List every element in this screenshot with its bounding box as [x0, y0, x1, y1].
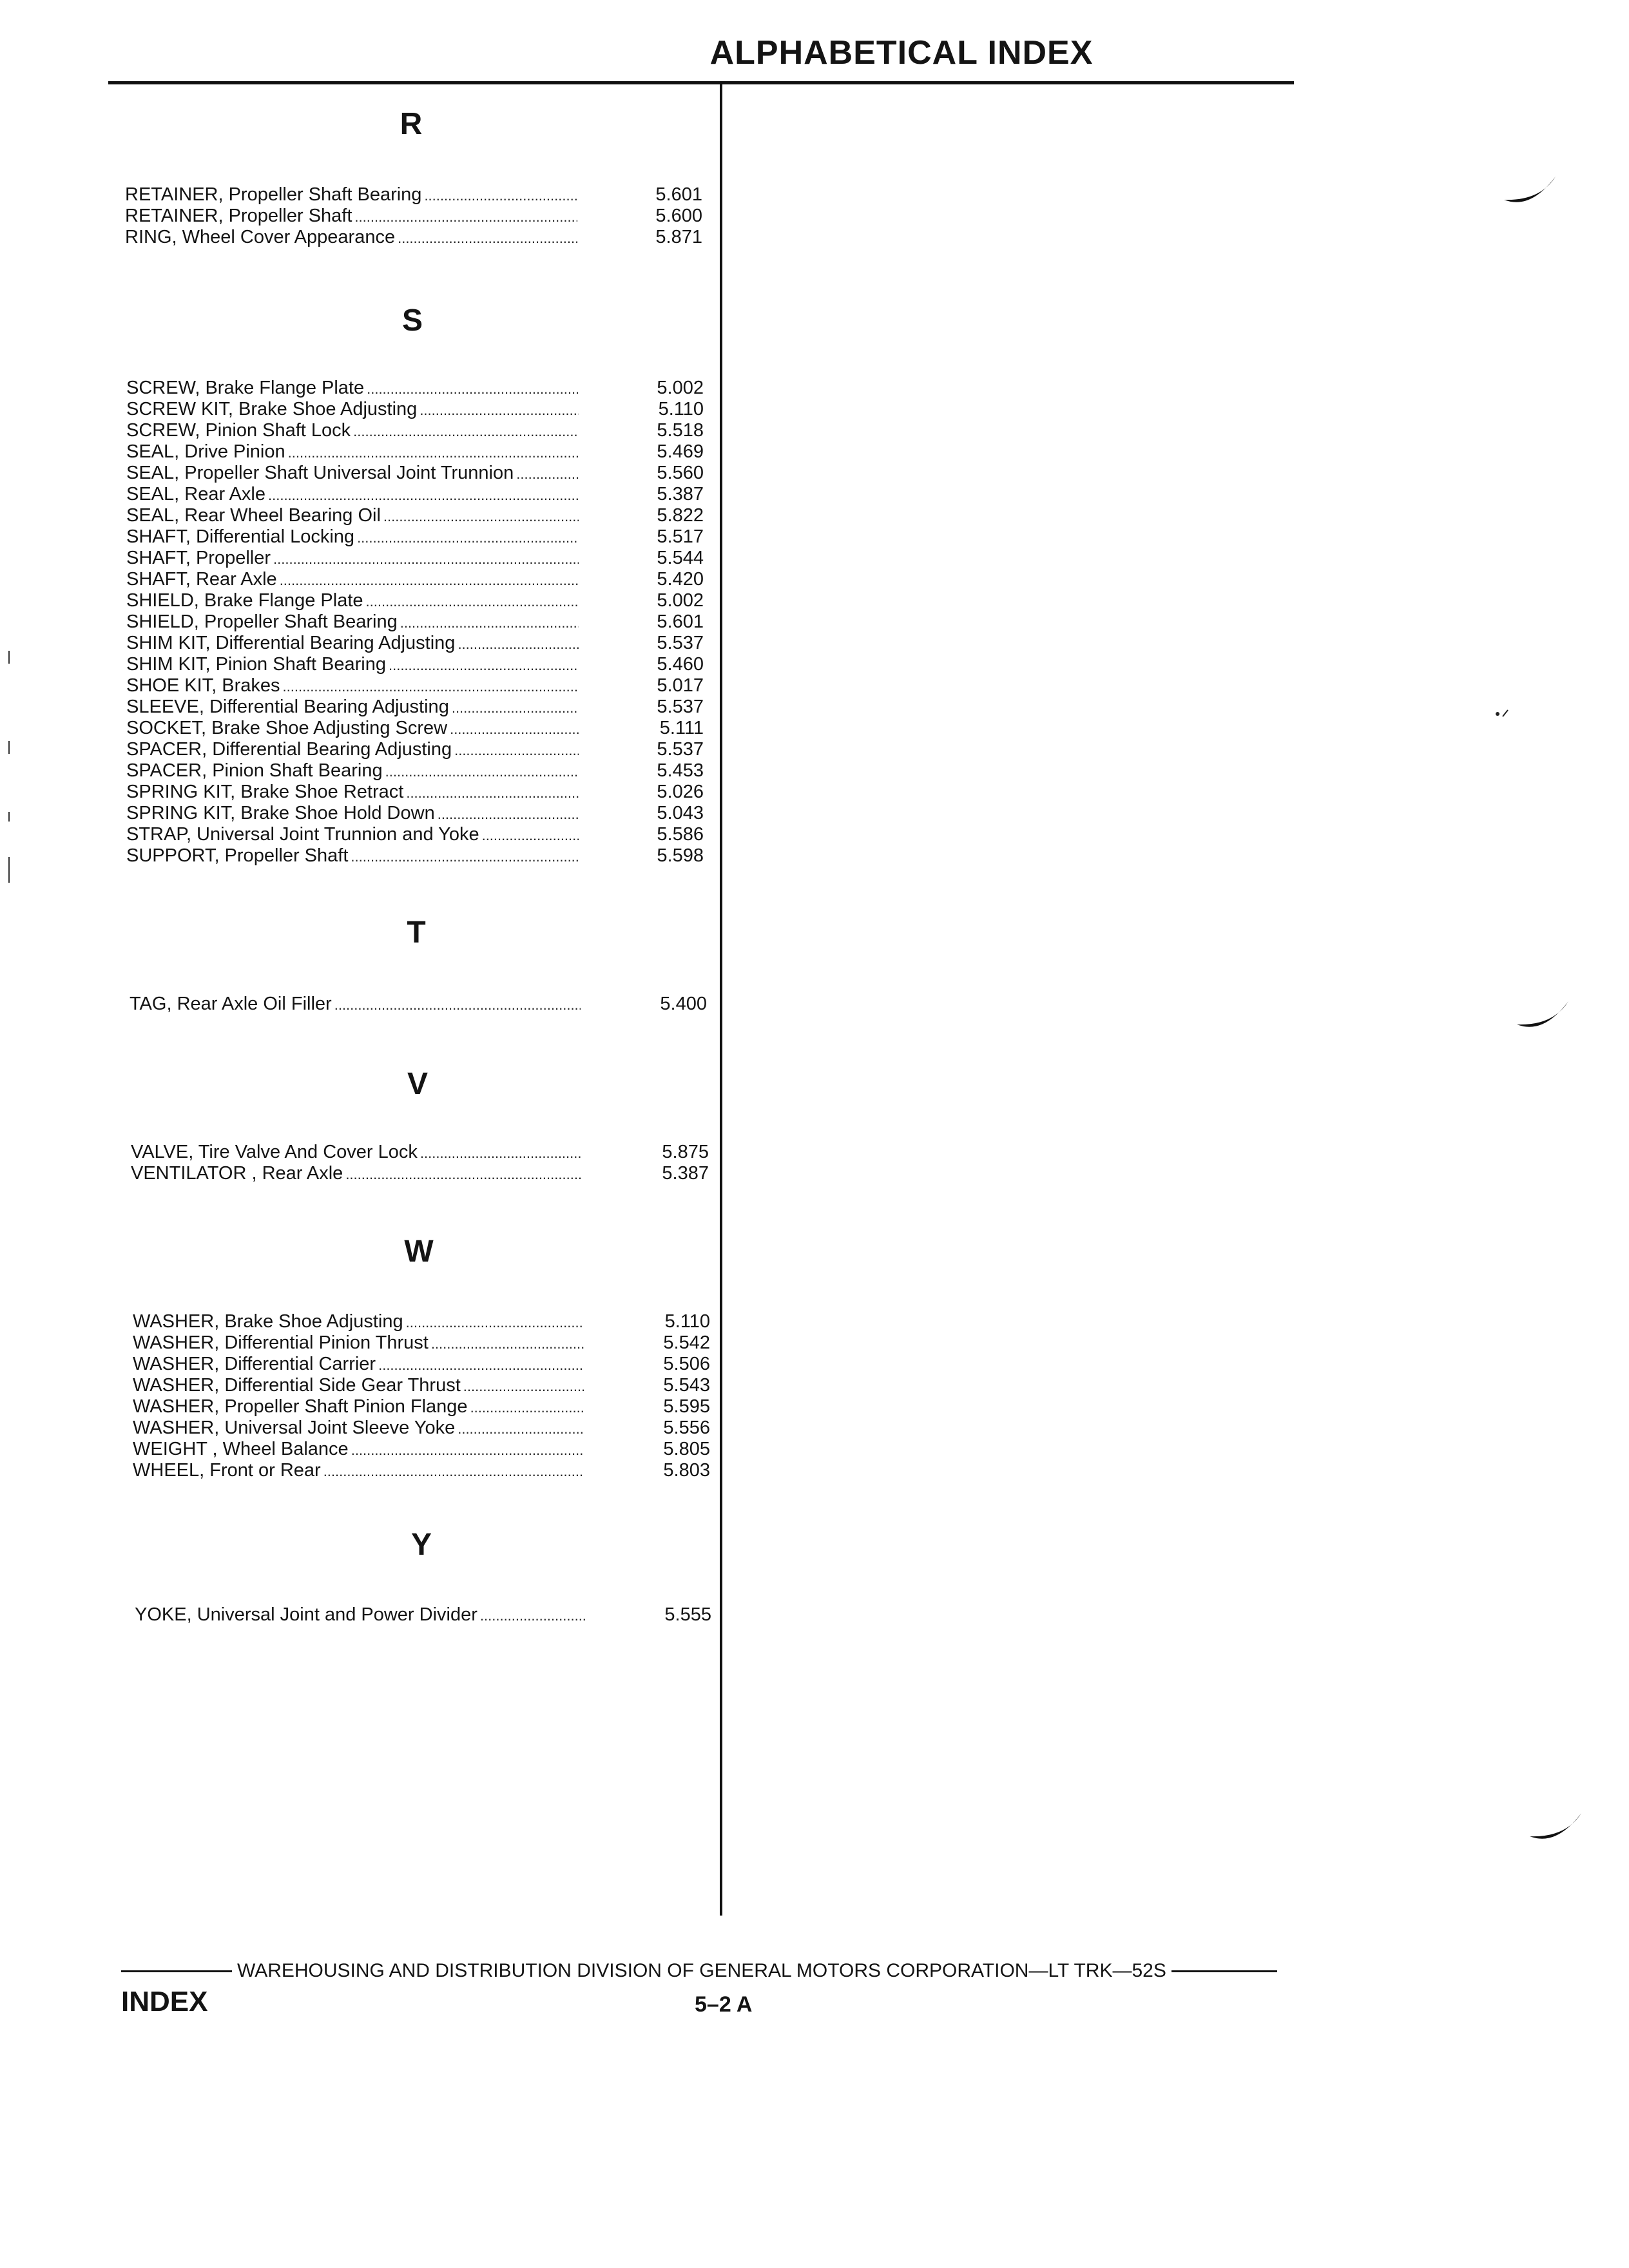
index-entry: [126, 378, 581, 399]
index-entry-name: WASHER, Universal Joint Sleeve Yoke: [133, 1418, 456, 1438]
index-entry-page: 5.506: [663, 1354, 710, 1374]
index-entry-name: RETAINER, Propeller Shaft Bearing: [125, 184, 422, 205]
dot-leader: [419, 399, 579, 421]
index-entry: [126, 697, 581, 718]
dot-leader: [283, 676, 579, 697]
binder-hole-mark: [1527, 1804, 1585, 1849]
index-entry-name: WEIGHT , Wheel Balance: [133, 1439, 349, 1459]
index-entry: [125, 227, 580, 248]
index-entry-page: 5.822: [657, 505, 704, 526]
dot-leader: [334, 994, 581, 1015]
index-entry-page: 5.387: [657, 484, 704, 505]
index-entry-name: SHIM KIT, Differential Bearing Adjusting: [126, 633, 456, 653]
index-entry-name: SEAL, Rear Wheel Bearing Oil: [126, 505, 381, 526]
index-entry-name: SHAFT, Differential Locking: [126, 526, 355, 547]
index-entry: [126, 760, 581, 782]
index-entry-page: 5.600: [655, 206, 702, 226]
index-entry-name: WASHER, Brake Shoe Adjusting: [133, 1311, 403, 1332]
index-entry: [126, 484, 581, 505]
footer-rule-left: [121, 1970, 232, 1972]
dot-leader: [398, 227, 577, 249]
dot-leader: [351, 1439, 584, 1461]
index-entry-page: 5.111: [659, 718, 704, 738]
dot-leader: [482, 825, 579, 846]
index-entry-name: SCREW, Pinion Shaft Lock: [126, 420, 351, 441]
index-entry: [125, 184, 580, 206]
section-letter-s: S: [401, 303, 423, 338]
index-entry-name: SHIELD, Brake Flange Plate: [126, 590, 363, 611]
index-entry-name: SHAFT, Rear Axle: [126, 569, 277, 590]
index-entry-page: 5.586: [657, 824, 704, 845]
index-entry: [126, 526, 581, 548]
index-entry-name: YOKE, Universal Joint and Power Divider: [135, 1604, 477, 1625]
dot-leader: [452, 697, 579, 718]
index-entry-page: 5.043: [657, 803, 704, 823]
index-entry-page: 5.601: [657, 611, 704, 632]
index-entry-page: 5.387: [662, 1163, 709, 1184]
section-letter-y: Y: [410, 1528, 432, 1562]
dot-leader: [323, 1461, 584, 1482]
dot-leader: [480, 1605, 585, 1626]
index-entry-page: 5.803: [663, 1460, 710, 1481]
page-title: ALPHABETICAL INDEX: [709, 34, 1094, 72]
index-entry-name: SEAL, Drive Pinion: [126, 441, 285, 462]
index-entry-name: SCREW KIT, Brake Shoe Adjusting: [126, 399, 418, 419]
dot-leader: [280, 570, 579, 591]
binder-hole-mark: [1514, 992, 1572, 1037]
index-entry: [133, 1375, 586, 1396]
section-letter-t: T: [407, 916, 426, 950]
dot-leader: [357, 527, 579, 548]
index-entry: [126, 505, 581, 526]
index-entry: [126, 803, 581, 824]
index-entry-page: 5.517: [657, 526, 704, 547]
dot-leader: [400, 612, 579, 633]
index-entry-name: WASHER, Differential Pinion Thrust: [133, 1332, 429, 1353]
index-entry-name: WASHER, Differential Carrier: [133, 1354, 376, 1374]
index-entry: [133, 1460, 586, 1481]
index-entry-page: 5.537: [657, 633, 704, 653]
index-entry-name: STRAP, Universal Joint Trunnion and Yoke: [126, 824, 479, 845]
index-entry: [133, 1418, 586, 1439]
index-entry: [126, 441, 581, 463]
index-entry-page: 5.110: [658, 399, 704, 419]
index-entry: [126, 782, 581, 803]
dot-leader: [454, 740, 579, 761]
dot-leader: [438, 803, 579, 825]
column-divider: [720, 84, 722, 1916]
index-entry: [126, 845, 581, 867]
index-entry-page: 5.017: [657, 675, 704, 696]
dot-leader: [351, 846, 579, 867]
dot-leader: [288, 442, 579, 463]
index-entry-page: 5.560: [657, 463, 704, 483]
index-entry-page: 5.026: [657, 782, 704, 802]
index-entry-name: SPRING KIT, Brake Shoe Retract: [126, 782, 404, 802]
index-entry: [133, 1311, 586, 1332]
index-entry-name: SPACER, Differential Bearing Adjusting: [126, 739, 452, 760]
index-entry: [126, 633, 581, 654]
dot-leader: [424, 185, 577, 206]
dot-leader: [385, 761, 579, 782]
index-entry-page: 5.518: [657, 420, 704, 441]
index-entry-page: 5.537: [657, 739, 704, 760]
dot-leader: [383, 506, 579, 527]
section-letter-w: W: [404, 1235, 434, 1269]
left-edge-marks: [5, 651, 13, 883]
index-entry-page: 5.805: [663, 1439, 710, 1459]
index-entry-name: SLEEVE, Differential Bearing Adjusting: [126, 697, 449, 717]
dot-leader: [367, 378, 579, 399]
index-entry-name: SHIM KIT, Pinion Shaft Bearing: [126, 654, 386, 675]
index-entry-page: 5.469: [657, 441, 704, 462]
dot-leader: [420, 1142, 582, 1164]
index-entry-name: SEAL, Propeller Shaft Universal Joint Trunnion: [126, 463, 514, 483]
section-letter-v: V: [407, 1067, 428, 1101]
index-entry: [125, 206, 580, 227]
dot-leader: [345, 1164, 582, 1185]
index-entry-page: 5.875: [662, 1142, 709, 1162]
dot-leader: [470, 1397, 584, 1418]
index-entry-page: 5.002: [657, 590, 704, 611]
index-entry: [135, 1604, 588, 1626]
index-entry: [133, 1332, 586, 1354]
index-entry-page: 5.420: [657, 569, 704, 590]
index-entry-page: 5.555: [664, 1604, 711, 1625]
index-entry: [133, 1354, 586, 1375]
footer-publisher-line: [121, 1960, 1320, 1982]
index-entry-name: WHEEL, Front or Rear: [133, 1460, 321, 1481]
dot-leader: [268, 485, 579, 506]
index-entry-name: RETAINER, Propeller Shaft: [125, 206, 352, 226]
index-entry-page: 5.542: [663, 1332, 710, 1353]
index-entry-page: 5.453: [657, 760, 704, 781]
index-entry-page: 5.544: [657, 548, 704, 568]
binder-hole-mark: [1501, 168, 1559, 213]
dot-leader: [516, 463, 579, 485]
index-entry-name: SHIELD, Propeller Shaft Bearing: [126, 611, 398, 632]
index-entry-page: 5.460: [657, 654, 704, 675]
index-entry: [126, 590, 581, 611]
dot-leader: [353, 421, 579, 442]
index-entry-page: 5.595: [663, 1396, 710, 1417]
speck-mark: [1494, 707, 1513, 720]
dot-leader: [458, 633, 579, 655]
index-entry-name: SHAFT, Propeller: [126, 548, 271, 568]
index-entry: [126, 824, 581, 845]
index-entry-name: SEAL, Rear Axle: [126, 484, 265, 505]
index-entry-page: 5.002: [657, 378, 704, 398]
index-column: [0, 0, 720, 1933]
index-entry-name: VALVE, Tire Valve And Cover Lock: [131, 1142, 418, 1162]
index-entry: [126, 739, 581, 760]
index-entry-page: 5.871: [655, 227, 702, 247]
index-entry-page: 5.537: [657, 697, 704, 717]
index-entry: [126, 569, 581, 590]
index-entry: [126, 548, 581, 569]
index-entry: [126, 420, 581, 441]
index-entry: [131, 1142, 584, 1163]
index-entry-page: 5.400: [660, 994, 707, 1014]
index-entry: [126, 654, 581, 675]
dot-leader: [389, 655, 579, 676]
index-entry-page: 5.598: [657, 845, 704, 866]
index-entry-page: 5.543: [663, 1375, 710, 1396]
index-entry-name: SPACER, Pinion Shaft Bearing: [126, 760, 383, 781]
index-entry: [126, 399, 581, 420]
index-entry: [130, 994, 583, 1015]
index-entry-name: WASHER, Propeller Shaft Pinion Flange: [133, 1396, 468, 1417]
index-entry-name: SUPPORT, Propeller Shaft: [126, 845, 349, 866]
index-entry: [126, 611, 581, 633]
dot-leader: [273, 548, 579, 570]
dot-leader: [458, 1418, 584, 1439]
index-entry: [126, 463, 581, 484]
footer-page-number: 5–2 A: [695, 1992, 753, 2017]
section-letter-r: R: [400, 107, 423, 141]
footer-publisher-text: WAREHOUSING AND DISTRIBUTION DIVISION OF GENERAL MOTORS CORPORATION—LT TRK—52S: [237, 1960, 1166, 1981]
index-entry-name: SHOE KIT, Brakes: [126, 675, 280, 696]
index-entry: [131, 1163, 584, 1184]
dot-leader: [354, 206, 577, 227]
index-entry-name: WASHER, Differential Side Gear Thrust: [133, 1375, 461, 1396]
footer-rule-right: [1171, 1970, 1277, 1972]
dot-leader: [431, 1333, 584, 1354]
dot-leader: [450, 718, 579, 740]
index-entry: [126, 718, 581, 739]
index-entry-name: VENTILATOR , Rear Axle: [131, 1163, 343, 1184]
index-entry-name: RING, Wheel Cover Appearance: [125, 227, 396, 247]
index-entry-page: 5.601: [655, 184, 702, 205]
index-entry: [126, 675, 581, 697]
index-entry-name: SCREW, Brake Flange Plate: [126, 378, 365, 398]
index-entry: [133, 1396, 586, 1418]
index-entry-page: 5.556: [663, 1418, 710, 1438]
index-entry: [133, 1439, 586, 1460]
index-entry-name: TAG, Rear Axle Oil Filler: [130, 994, 332, 1014]
dot-leader: [463, 1376, 584, 1397]
dot-leader: [406, 1312, 584, 1333]
index-entry-name: SPRING KIT, Brake Shoe Hold Down: [126, 803, 435, 823]
dot-leader: [406, 782, 579, 803]
index-entry-name: SOCKET, Brake Shoe Adjusting Screw: [126, 718, 448, 738]
footer-section-label: INDEX: [121, 1986, 208, 2017]
dot-leader: [378, 1354, 584, 1376]
dot-leader: [366, 591, 579, 612]
index-entry-page: 5.110: [664, 1311, 710, 1332]
